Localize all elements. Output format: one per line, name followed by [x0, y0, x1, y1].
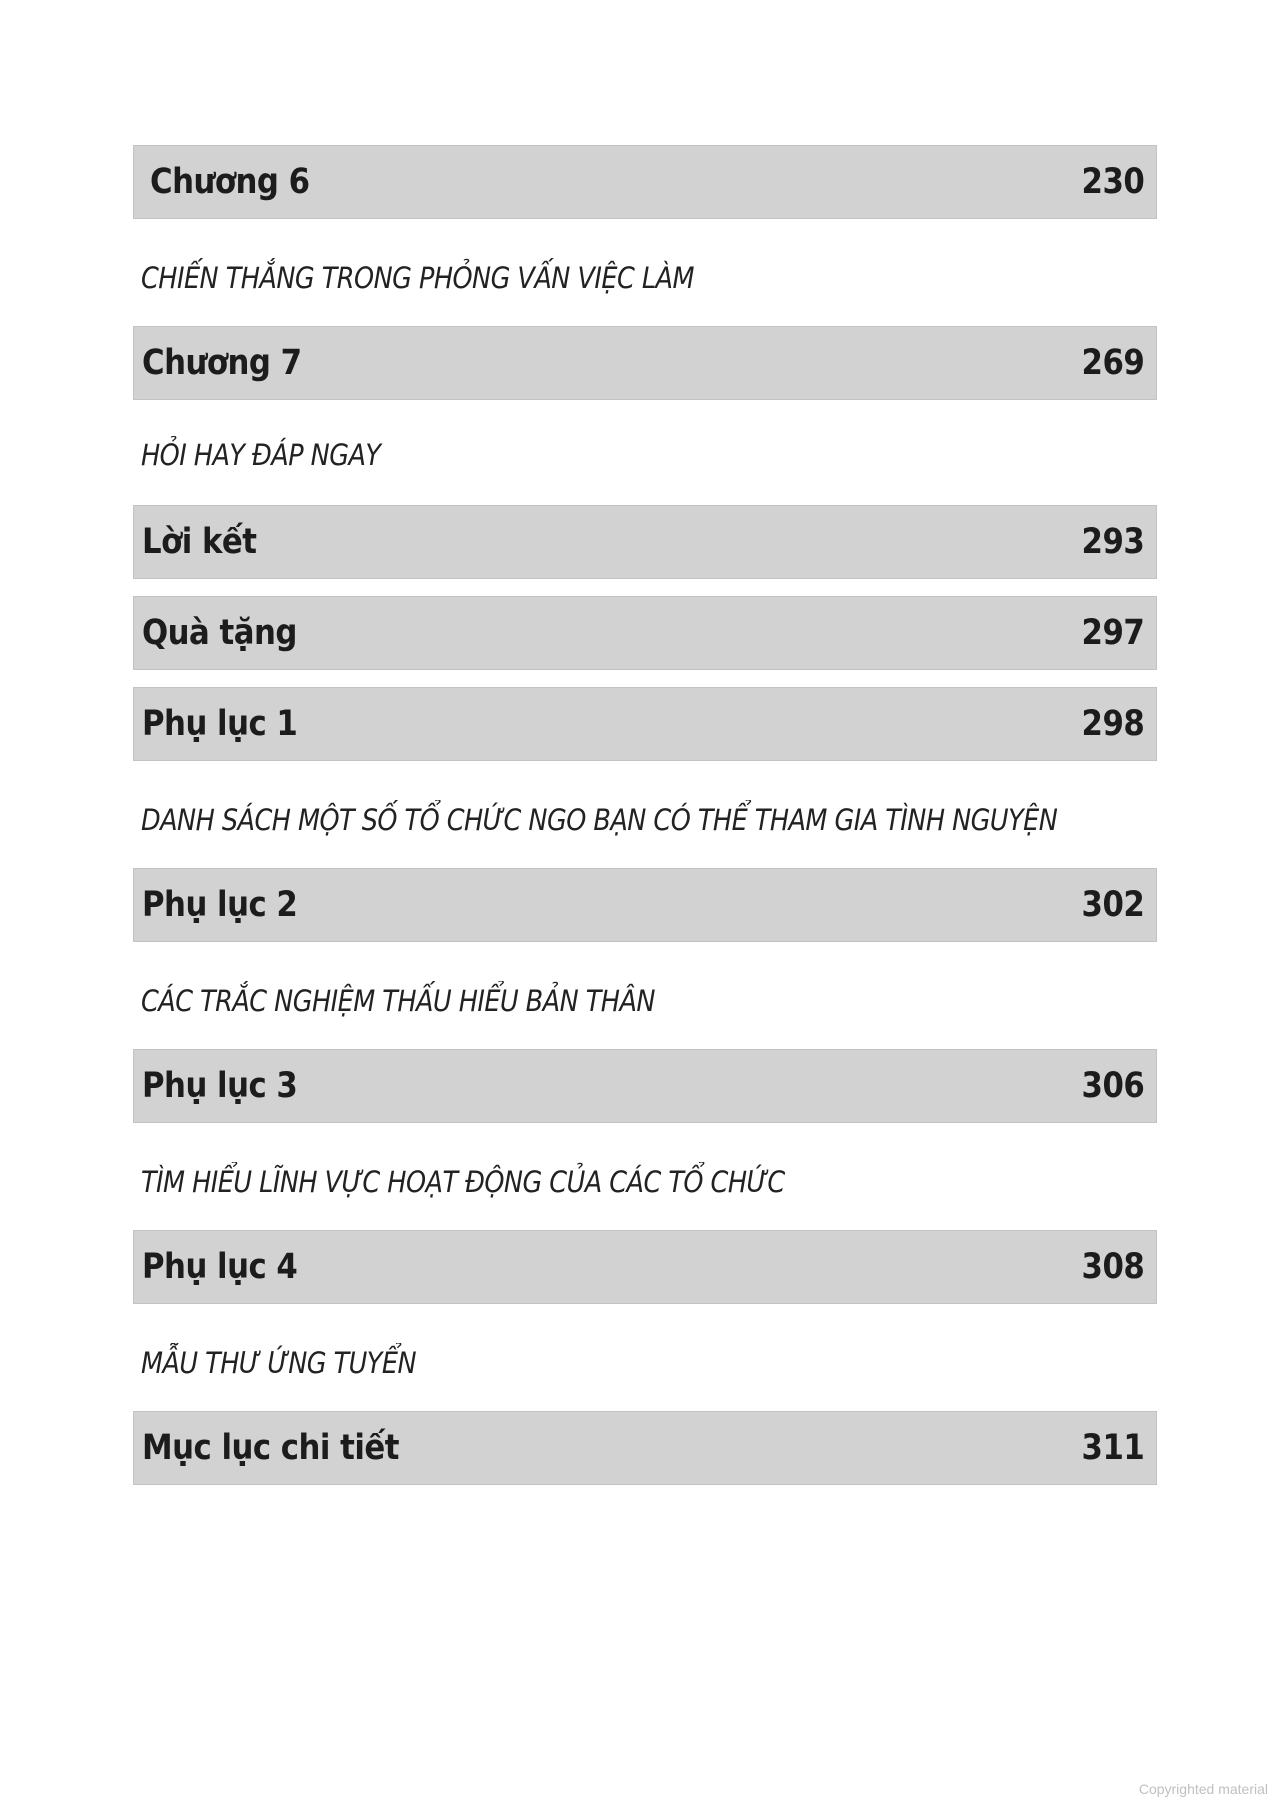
toc-entry-page-number: 311: [1081, 1428, 1144, 1468]
toc-entry-subtitle: CÁC TRẮC NGHIỆM THẤU HIỂU BẢN THÂN: [141, 984, 655, 1018]
toc-entry-subtitle: CHIẾN THẮNG TRONG PHỎNG VẤN VIỆC LÀM: [141, 261, 694, 295]
toc-entry-title: Chương 6: [150, 162, 310, 202]
toc-entry-bar[interactable]: [133, 505, 1157, 579]
toc-entry-bar[interactable]: [133, 1049, 1157, 1123]
toc-entry-subtitle: DANH SÁCH MỘT SỐ TỔ CHỨC NGO BẠN CÓ THỂ THAM GIA TÌNH NGUYỆN: [141, 803, 1058, 837]
copyright-notice: Copyrighted material: [1138, 1781, 1268, 1797]
toc-entry-bar[interactable]: [133, 326, 1157, 400]
toc-entry-bar[interactable]: [133, 596, 1157, 670]
toc-entry-page-number: 302: [1081, 885, 1144, 925]
toc-entry-subtitle: HỎI HAY ĐÁP NGAY: [141, 438, 381, 472]
toc-entry-bar[interactable]: [133, 1411, 1157, 1485]
toc-entry-bar[interactable]: [133, 687, 1157, 761]
toc-entry-title: Mục lục chi tiết: [142, 1428, 399, 1468]
toc-entry-page-number: 308: [1081, 1247, 1144, 1287]
toc-entry-page-number: 293: [1081, 522, 1144, 562]
toc-entry-title: Quà tặng: [142, 613, 297, 653]
toc-entry-page-number: 269: [1081, 343, 1144, 383]
toc-entry-subtitle: TÌM HIỂU LĨNH VỰC HOẠT ĐỘNG CỦA CÁC TỔ CHỨC: [141, 1165, 785, 1199]
toc-entry-page-number: 297: [1081, 613, 1144, 653]
toc-entry-title: Phụ lục 1: [142, 704, 298, 744]
toc-entry-page-number: 230: [1081, 162, 1144, 202]
toc-entry-title: Phụ lục 4: [142, 1247, 298, 1287]
toc-entry-bar[interactable]: [133, 868, 1157, 942]
toc-entry-title: Lời kết: [142, 522, 257, 562]
toc-entry-page-number: 306: [1081, 1066, 1144, 1106]
toc-entry-title: Phụ lục 2: [142, 885, 298, 925]
toc-entry-title: Phụ lục 3: [142, 1066, 298, 1106]
toc-entry-page-number: 298: [1081, 704, 1144, 744]
toc-entry-bar[interactable]: [133, 1230, 1157, 1304]
toc-entry-subtitle: MẪU THƯ ỨNG TUYỂN: [141, 1346, 417, 1380]
toc-entry-bar[interactable]: [133, 145, 1157, 219]
toc-entry-title: Chương 7: [142, 343, 302, 383]
